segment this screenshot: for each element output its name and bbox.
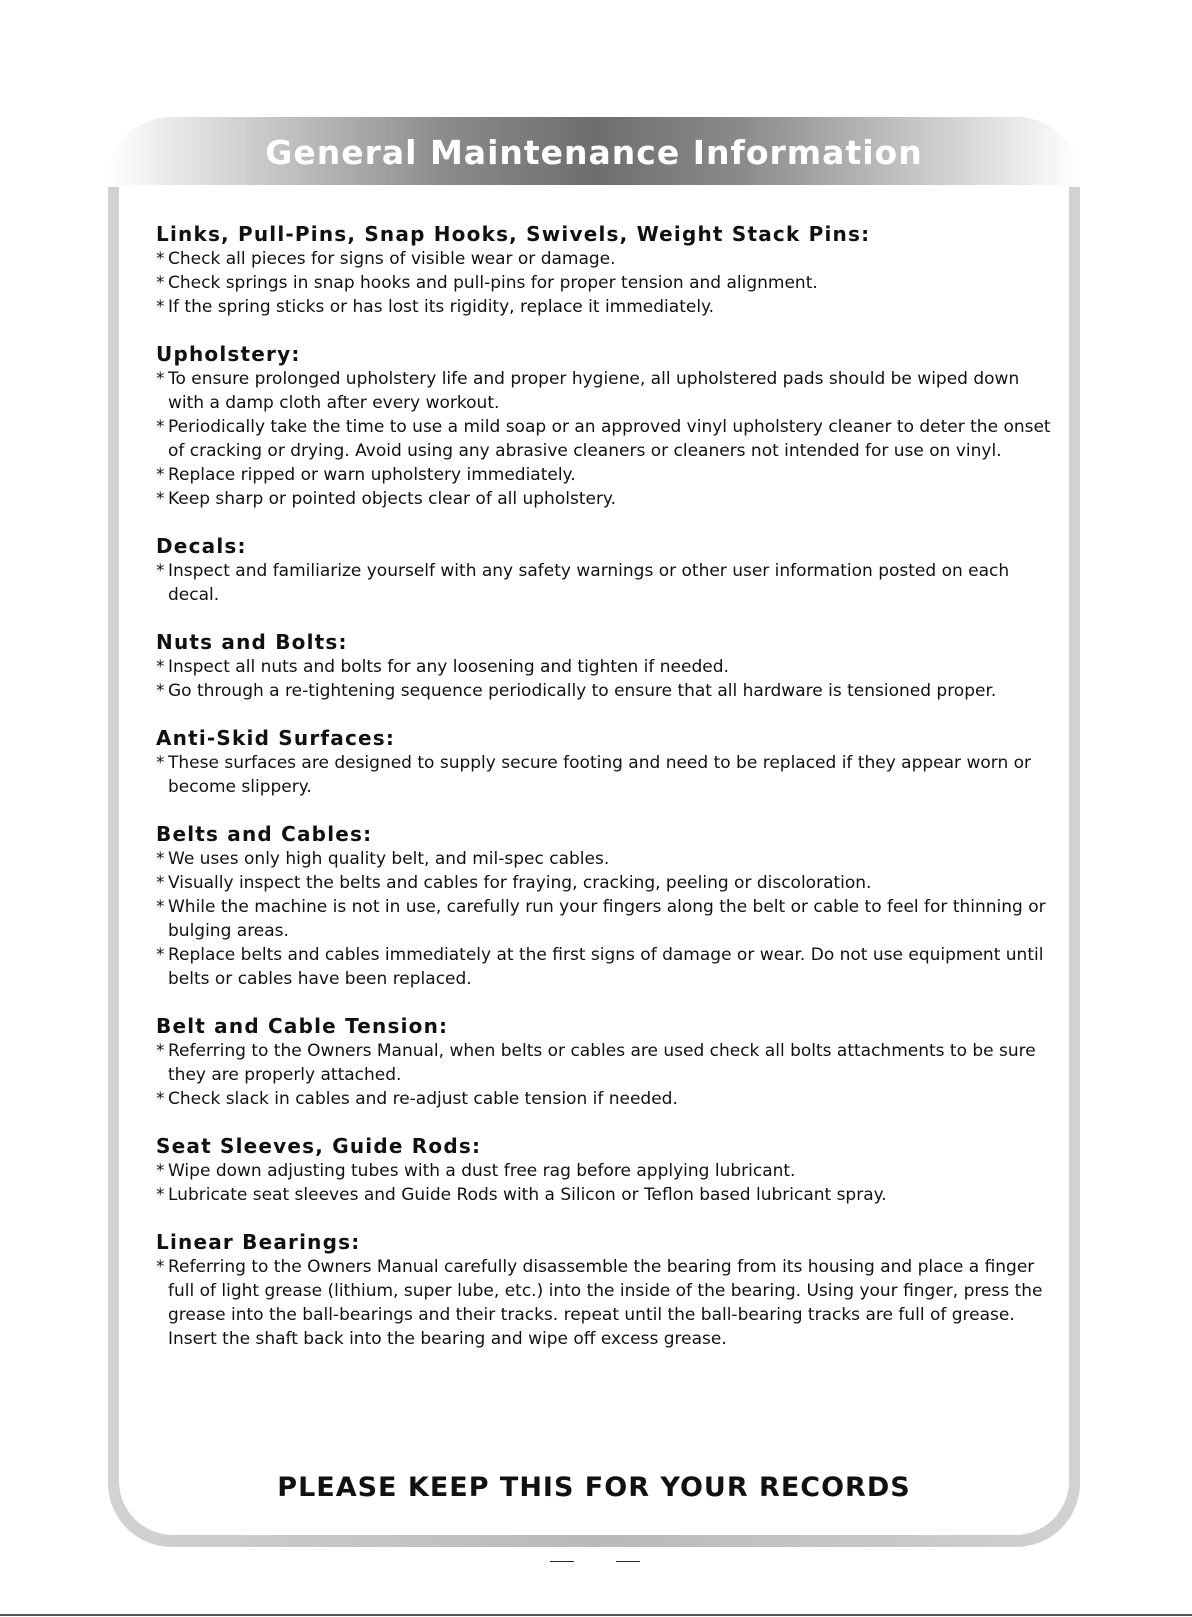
bullet-asterisk: * (156, 1041, 165, 1061)
bullet-item (156, 367, 1056, 415)
bullet-text: If the spring sticks or has lost its rigidity, replace it immediately. (168, 297, 715, 317)
bullet-item (156, 1159, 1056, 1183)
bullet-item (156, 655, 1056, 679)
bullet-text: Inspect and familiarize yourself with any safety warnings or other user information posted on each decal. (168, 561, 1010, 605)
bullet-item (156, 1183, 1056, 1207)
bullet-item (156, 415, 1056, 463)
bullet-text: Inspect all nuts and bolts for any loosening and tighten if needed. (168, 657, 729, 677)
bullet-asterisk: * (156, 1185, 165, 1205)
bullet-asterisk: * (156, 657, 165, 677)
bullet-asterisk: * (156, 273, 165, 293)
bullet-asterisk: * (156, 849, 165, 869)
maintenance-sections (156, 222, 1056, 1374)
bullet-text: Replace belts and cables immediately at the first signs of damage or wear. Do not use equipment until belts or cables have been replaced. (168, 945, 1044, 989)
bullet-text: Referring to the Owners Manual carefully disassemble the bearing from its housing and place a finger full of light grease (lithium, super lube, etc.) into the inside of the bearing. Using your finger, press the grease into the ball-bearings and their tracks. repeat until the ball-bearing tracks are full of grease. Insert the shaft back into the bearing and wipe off excess grease. (168, 1257, 1043, 1349)
section-heading: Nuts and Bolts: (156, 630, 348, 654)
bullet-text: Lubricate seat sleeves and Guide Rods with a Silicon or Teflon based lubricant spray. (168, 1185, 887, 1205)
bullet-text: Replace ripped or warn upholstery immediately. (168, 465, 576, 485)
section-heading: Belt and Cable Tension: (156, 1014, 449, 1038)
section-heading: Belts and Cables: (156, 822, 373, 846)
bullet-item (156, 271, 1056, 295)
bullet-item (156, 559, 1056, 607)
title-banner (108, 117, 1080, 187)
maintenance-section (156, 1230, 1056, 1351)
bullet-asterisk: * (156, 1257, 165, 1277)
maintenance-section (156, 630, 1056, 703)
bullet-text: Keep sharp or pointed objects clear of all upholstery. (168, 489, 616, 509)
maintenance-section (156, 822, 1056, 991)
bullet-item (156, 295, 1056, 319)
bullet-item (156, 751, 1056, 799)
maintenance-section (156, 342, 1056, 511)
section-heading: Seat Sleeves, Guide Rods: (156, 1134, 482, 1158)
page-number-dash-left (550, 1561, 574, 1562)
page-number-dash-right (616, 1561, 640, 1562)
bullet-item (156, 247, 1056, 271)
bullet-item (156, 943, 1056, 991)
bullet-text: Wipe down adjusting tubes with a dust free rag before applying lubricant. (168, 1161, 796, 1181)
bullet-asterisk: * (156, 897, 165, 917)
bullet-text: While the machine is not in use, carefully run your fingers along the belt or cable to feel for thinning or bulging areas. (168, 897, 1046, 941)
section-heading: Links, Pull-Pins, Snap Hooks, Swivels, Weight Stack Pins: (156, 222, 871, 246)
bullet-item (156, 1255, 1056, 1351)
page-title: General Maintenance Information (265, 132, 923, 172)
bullet-item (156, 463, 1056, 487)
bullet-asterisk: * (156, 489, 165, 509)
bullet-item (156, 847, 1056, 871)
bullet-item (156, 679, 1056, 703)
bullet-text: Visually inspect the belts and cables for fraying, cracking, peeling or discoloration. (168, 873, 872, 893)
bullet-asterisk: * (156, 873, 165, 893)
bullet-text: Check slack in cables and re-adjust cable tension if needed. (168, 1089, 678, 1109)
bullet-asterisk: * (156, 369, 165, 389)
bullet-text: Periodically take the time to use a mild soap or an approved vinyl upholstery cleaner to deter the onset of cracking or drying. Avoid using any abrasive cleaners or cleaners not intended for use on vinyl. (168, 417, 1051, 461)
bullet-item (156, 895, 1056, 943)
maintenance-section (156, 726, 1056, 799)
bullet-item (156, 1087, 1056, 1111)
bullet-text: Check springs in snap hooks and pull-pins for proper tension and alignment. (168, 273, 818, 293)
maintenance-section (156, 1134, 1056, 1207)
bottom-rule (0, 1614, 1192, 1616)
bullet-asterisk: * (156, 465, 165, 485)
section-heading: Anti-Skid Surfaces: (156, 726, 396, 750)
maintenance-section (156, 222, 1056, 319)
bullet-asterisk: * (156, 1161, 165, 1181)
bullet-asterisk: * (156, 945, 165, 965)
bullet-asterisk: * (156, 417, 165, 437)
bullet-text: We uses only high quality belt, and mil-spec cables. (168, 849, 610, 869)
bullet-asterisk: * (156, 681, 165, 701)
bullet-item (156, 1039, 1056, 1087)
records-note: PLEASE KEEP THIS FOR YOUR RECORDS (277, 1472, 911, 1503)
bullet-text: Referring to the Owners Manual, when belts or cables are used check all bolts attachments to be sure they are properly attached. (168, 1041, 1036, 1085)
bullet-text: Go through a re-tightening sequence periodically to ensure that all hardware is tensioned proper. (168, 681, 997, 701)
maintenance-section (156, 1014, 1056, 1111)
section-heading: Upholstery: (156, 342, 301, 366)
bullet-item (156, 487, 1056, 511)
bullet-asterisk: * (156, 561, 165, 581)
maintenance-section (156, 534, 1056, 607)
section-heading: Decals: (156, 534, 247, 558)
bullet-asterisk: * (156, 297, 165, 317)
section-heading: Linear Bearings: (156, 1230, 361, 1254)
bullet-text: To ensure prolonged upholstery life and proper hygiene, all upholstered pads should be wiped down with a damp cloth after every workout. (168, 369, 1020, 413)
bullet-item (156, 871, 1056, 895)
bullet-asterisk: * (156, 249, 165, 269)
bullet-text: Check all pieces for signs of visible wear or damage. (168, 249, 616, 269)
bullet-text: These surfaces are designed to supply secure footing and need to be replaced if they appear worn or become slippery. (168, 753, 1032, 797)
bullet-asterisk: * (156, 753, 165, 773)
bullet-asterisk: * (156, 1089, 165, 1109)
